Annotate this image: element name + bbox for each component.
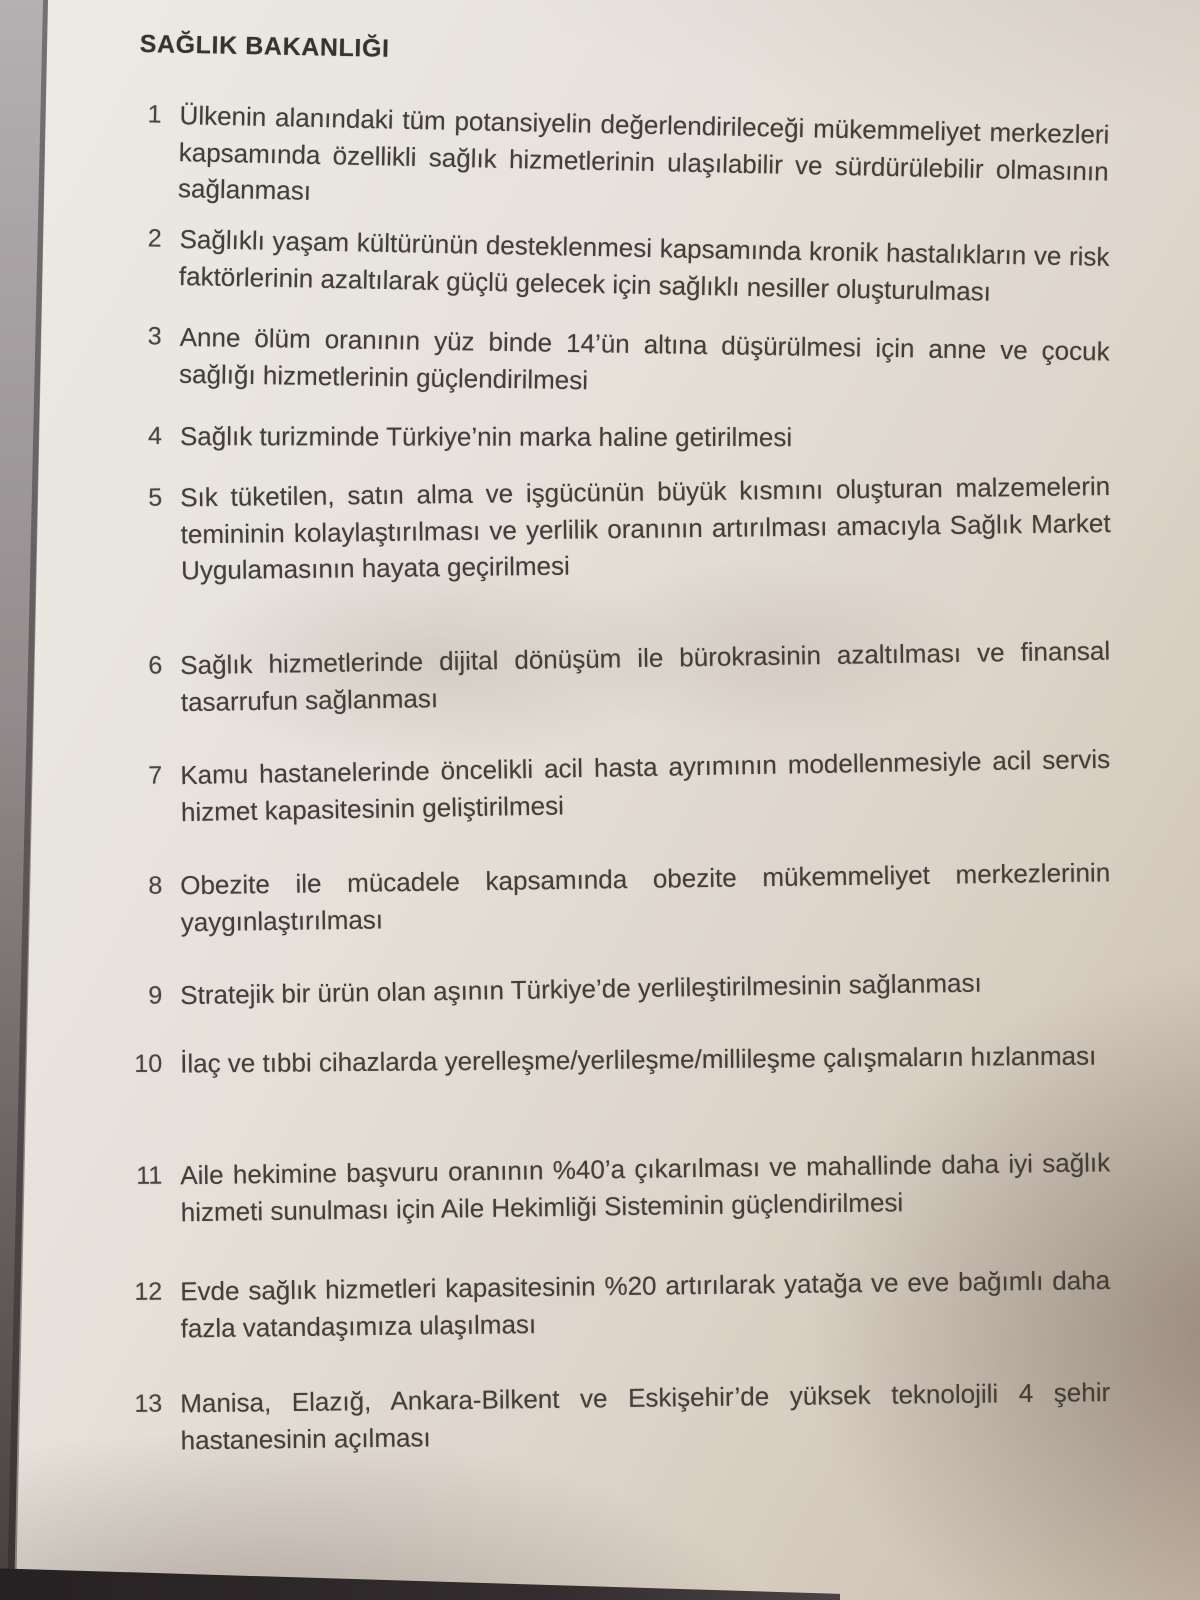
list-item	[127, 318, 1118, 407]
list-item	[127, 220, 1118, 312]
item-number: 4	[148, 422, 162, 451]
item-text: Sağlık hizmetlerinde dijital dönüşüm ile bürokrasinin azaltılması ve finansal tasarrufun sağlanması	[180, 635, 1111, 717]
list-item	[128, 1374, 1119, 1459]
list-item	[128, 468, 1119, 590]
item-text: Obezite ile mücadele kapsamında obezite mükemmeliyet merkezlerinin yaygınlaştırılması	[180, 857, 1111, 937]
item-text: Ülkenin alanındaki tüm potansiyelin değerlendirileceği mükemmeliyet merkezleri kapsamında özellikli sağlık hizmetlerinin ulaşılabilir ve sürdürülebilir olmasının sağlanması	[177, 100, 1110, 206]
item-number: 9	[148, 981, 163, 1010]
item-text: Evde sağlık hizmetleri kapasitesinin %20 artırılarak yatağa ve eve bağımlı daha fazla vatandaşımıza ulaşılması	[180, 1265, 1111, 1343]
list-item	[128, 854, 1119, 941]
item-number: 11	[136, 1161, 163, 1190]
item-number: 6	[148, 651, 163, 680]
list-item	[128, 741, 1119, 831]
item-number: 10	[134, 1049, 163, 1078]
list-item	[128, 962, 1118, 1014]
list-item	[128, 632, 1119, 721]
item-text: Stratejik bir ürün olan aşının Türkiye’de yerlileştirilmesinin sağlanması	[180, 967, 982, 1011]
item-text: Manisa, Elazığ, Ankara-Bilkent ve Eskişehir’de yüksek teknolojili 4 şehir hastanesinin açılması	[180, 1377, 1111, 1455]
list-item	[128, 1262, 1119, 1347]
item-number: 2	[147, 224, 162, 253]
list-item	[128, 1144, 1119, 1231]
item-number: 1	[147, 100, 162, 129]
item-text: Kamu hastanelerinde öncelikli acil hasta ayrımının modellenmesiyle acil servis hizmet kapasitesinin geliştirilmesi	[180, 743, 1111, 827]
item-text: Sağlıklı yaşam kültürünün desteklenmesi kapsamında kronik hastalıkların ve risk faktörlerinin azaltılarak güçlü gelecek için sağlıklı nesiller oluşturulması	[178, 223, 1110, 307]
item-text: Sık tüketilen, satın alma ve işgücünün büyük kısmını oluşturan malzemelerin temininin kolaylaştırılması ve yerlilik oranının artırılması amacıyla Sağlık Market Uygulamasının hayata geçirilmesi	[180, 471, 1111, 586]
item-text: Anne ölüm oranının yüz binde 14’ün altına düşürülmesi için anne ve çocuk sağlığı hizmetlerinin güçlendirilmesi	[178, 321, 1110, 395]
item-text: İlaç ve tıbbi cihazlarda yerelleşme/yerlileşme/millileşme çalışmaların hızlanması	[180, 1040, 1097, 1079]
item-number: 7	[148, 761, 163, 790]
item-number: 13	[134, 1389, 163, 1418]
item-text: Aile hekimine başvuru oranının %40’a çıkarılması ve mahallinde daha iyi sağlık hizmeti sunulması için Aile Hekimliği Sisteminin güçlendirilmesi	[180, 1147, 1111, 1227]
item-number: 5	[148, 483, 163, 512]
item-text: Sağlık turizminde Türkiye’nin marka haline getirilmesi	[179, 421, 793, 453]
list-item	[128, 418, 1118, 456]
item-number: 3	[147, 322, 162, 351]
item-number: 8	[148, 871, 163, 900]
list-item	[128, 1037, 1118, 1082]
item-number: 12	[134, 1277, 163, 1306]
page-title: SAĞLIK BAKANLIĞI	[139, 30, 390, 63]
list-item	[126, 96, 1118, 226]
